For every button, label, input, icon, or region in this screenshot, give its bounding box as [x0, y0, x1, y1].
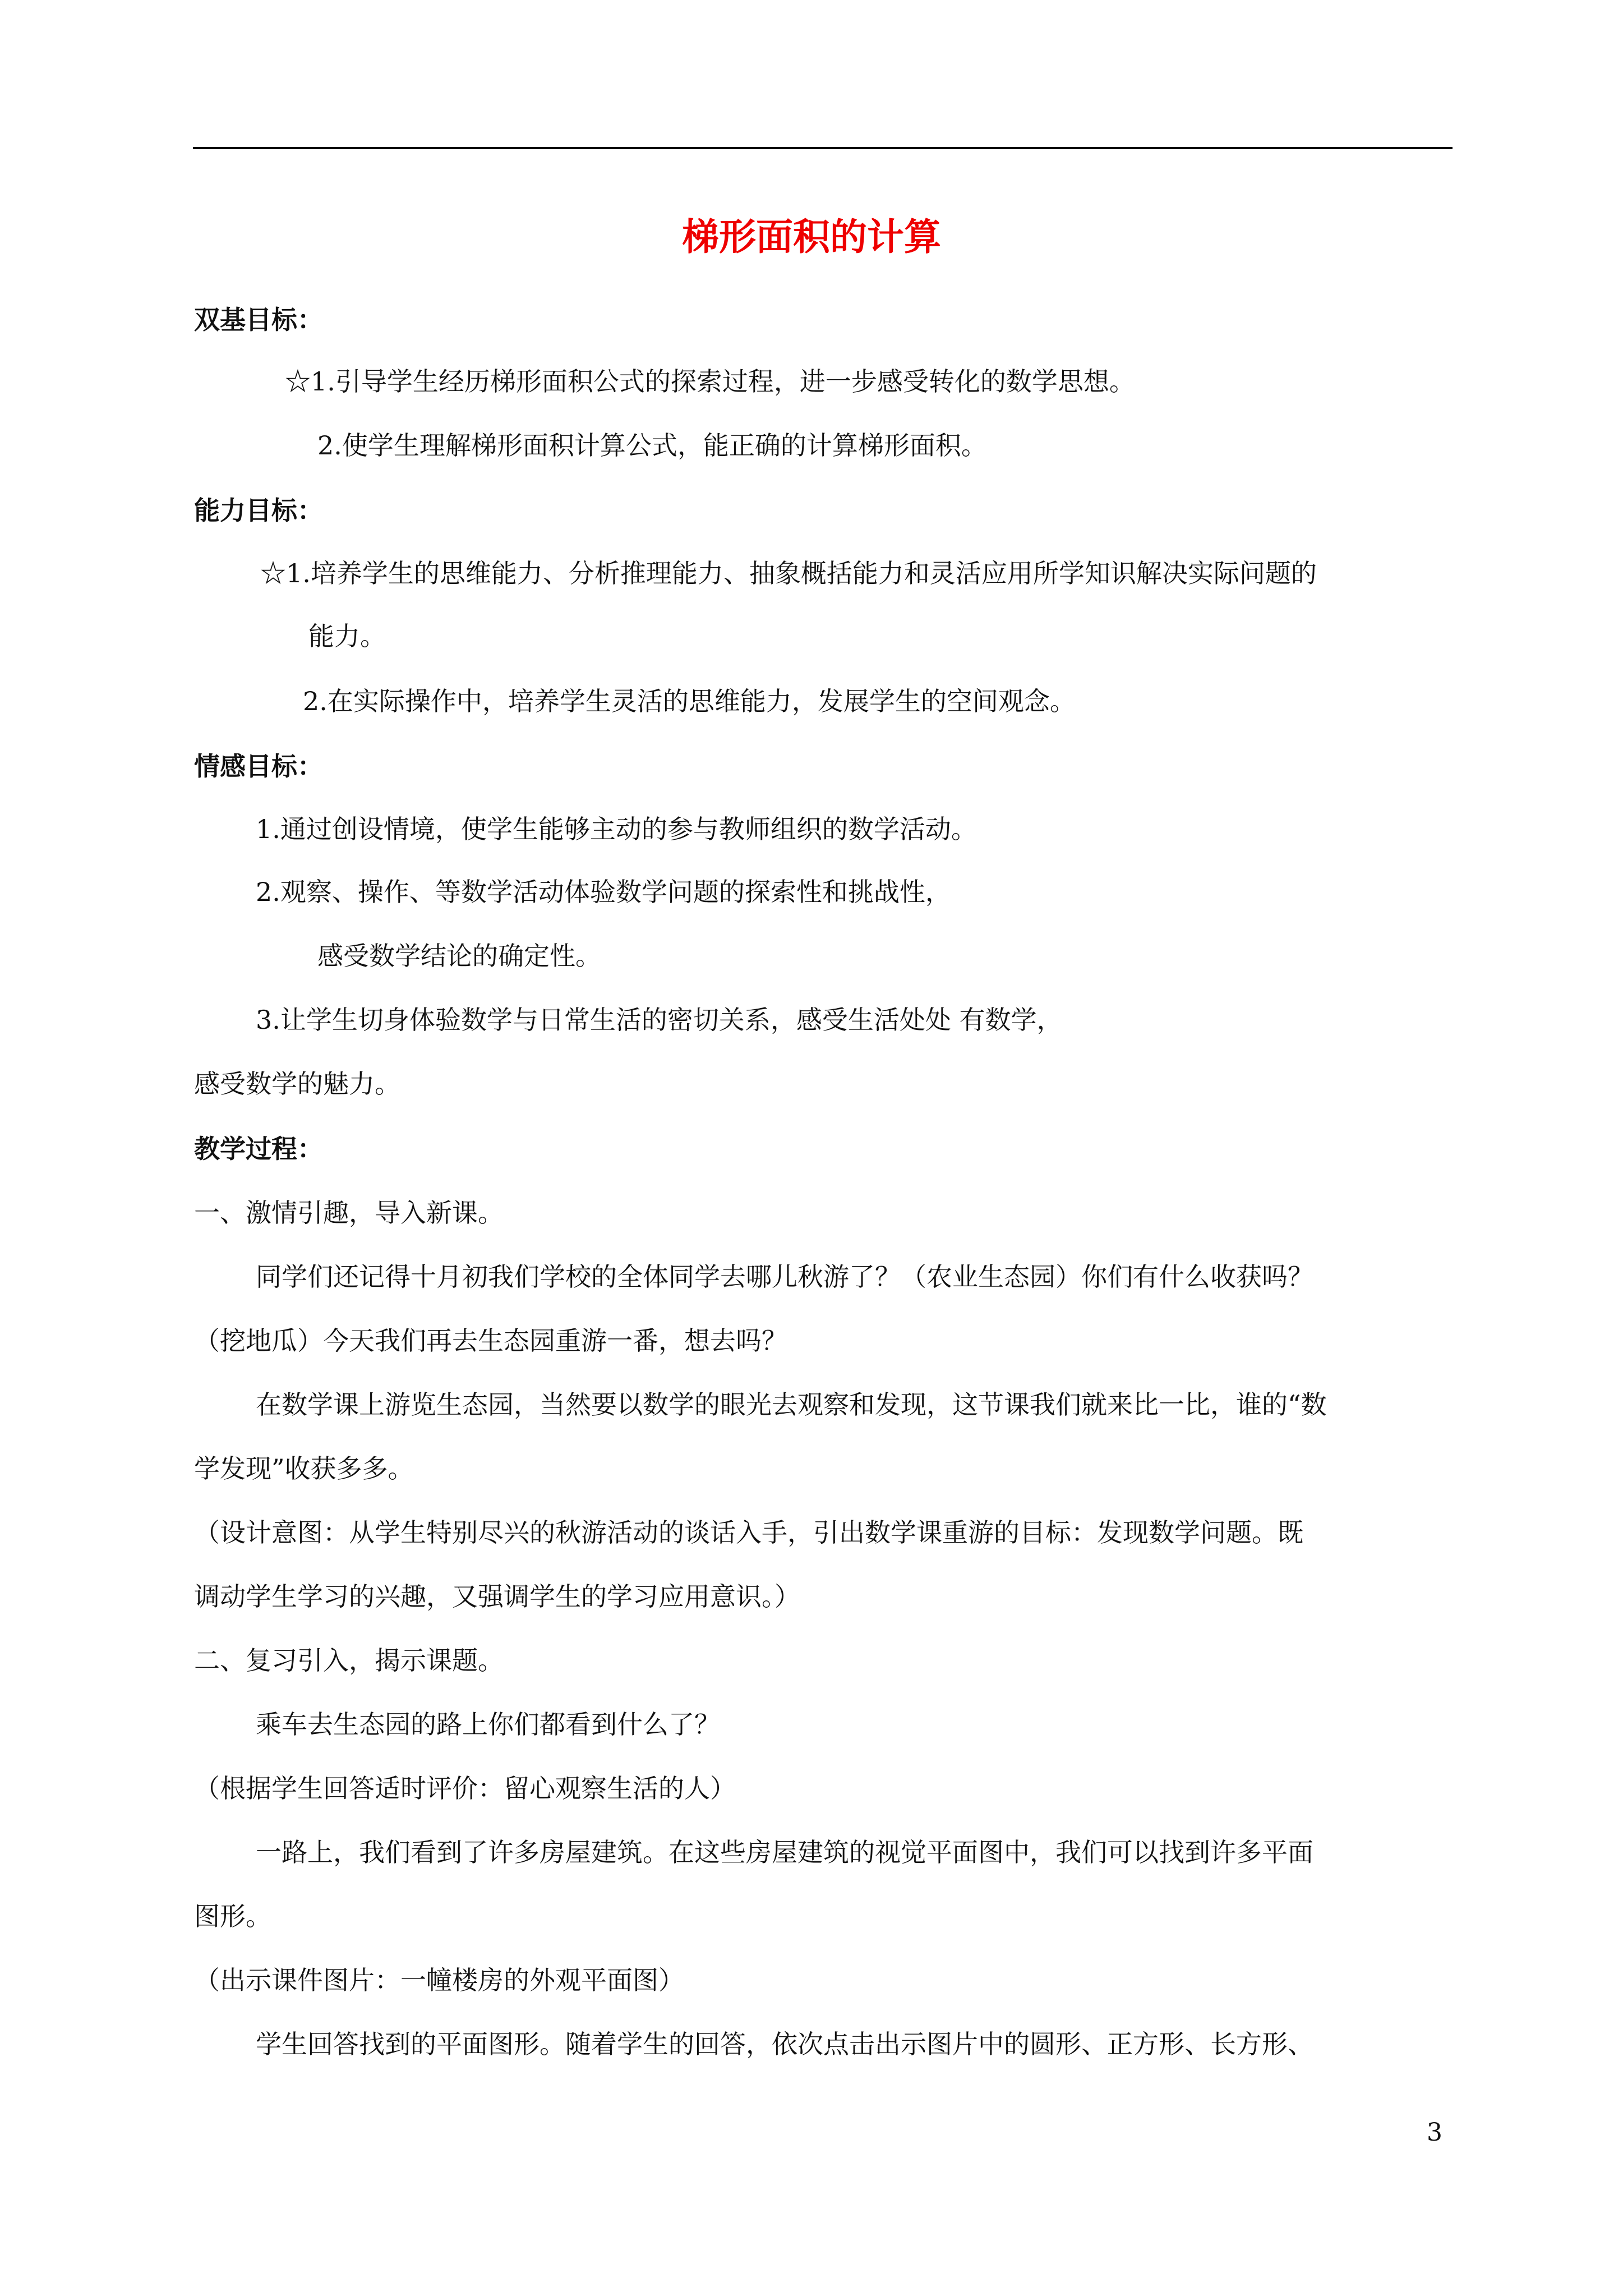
nengli-item-1-cont: 能力。 — [308, 621, 386, 651]
qinggan-item-1: 1.通过创设情境，使学生能够主动的参与教师组织的数学活动。 — [256, 814, 977, 844]
design-intent-note: （设计意图：从学生特别尽兴的秋游活动的谈话入手，引出数学课重游的目标：发现数学问题。既 — [194, 1517, 1303, 1548]
process-paragraph: 在数学课上游览生态园，当然要以数学的眼光去观察和发现，这节课我们就来比一比，谁的“数 — [256, 1389, 1327, 1420]
process-paragraph: 学生回答找到的平面图形。随着学生的回答，依次点击出示图片中的圆形、正方形、长方形、 — [256, 2029, 1313, 2059]
qinggan-item-2-cont: 感受数学结论的确定性。 — [317, 941, 601, 971]
process-paragraph: 一路上，我们看到了许多房屋建筑。在这些房屋建筑的视觉平面图中，我们可以找到许多平面 — [256, 1837, 1313, 1867]
process-note: （根据学生回答适时评价：留心观察生活的人） — [194, 1773, 736, 1803]
page-title: 梯形面积的计算 — [682, 215, 941, 259]
design-intent-note: 调动学生学习的兴趣，又强调学生的学习应用意识。） — [194, 1581, 800, 1612]
process-section-1: 一、激情引趣，导入新课。 — [194, 1198, 504, 1228]
header-rule — [193, 147, 1453, 149]
nengli-item-1: ☆1.培养学生的思维能力、分析推理能力、抽象概括能力和灵活应用所学知识解决实际问题的 — [260, 558, 1317, 588]
process-paragraph: 乘车去生态园的路上你们都看到什么了？ — [256, 1709, 720, 1740]
process-section-2: 二、复习引入，揭示课题。 — [194, 1645, 504, 1676]
qinggan-item-3-cont: 感受数学的魅力。 — [194, 1069, 400, 1099]
nengli-item-2: 2.在实际操作中，培养学生灵活的思维能力，发展学生的空间观念。 — [303, 686, 1076, 716]
heading-shuangji: 双基目标： — [194, 305, 323, 335]
qinggan-item-2: 2.观察、操作、等数学活动体验数学问题的探索性和挑战性， — [256, 877, 951, 907]
process-paragraph: 图形。 — [194, 1901, 271, 1931]
shuangji-item-1: ☆1.引导学生经历梯形面积公式的探索过程，进一步感受转化的数学思想。 — [285, 366, 1135, 397]
heading-guocheng: 教学过程： — [194, 1134, 323, 1164]
page-number: 3 — [1427, 2118, 1442, 2147]
shuangji-item-2: 2.使学生理解梯形面积计算公式，能正确的计算梯形面积。 — [317, 430, 987, 461]
process-paragraph: （挖地瓜）今天我们再去生态园重游一番，想去吗？ — [194, 1326, 787, 1356]
heading-nengli: 能力目标： — [194, 495, 323, 526]
heading-qinggan: 情感目标： — [194, 751, 323, 781]
process-paragraph: 学发现”收获多多。 — [194, 1453, 414, 1484]
process-note: （出示课件图片：一幢楼房的外观平面图） — [194, 1965, 684, 1995]
process-paragraph: 同学们还记得十月初我们学校的全体同学去哪儿秋游了？（农业生态园）你们有什么收获吗？ — [256, 1262, 1313, 1292]
qinggan-item-3: 3.让学生切身体验数学与日常生活的密切关系，感受生活处处 有数学， — [256, 1005, 1063, 1035]
